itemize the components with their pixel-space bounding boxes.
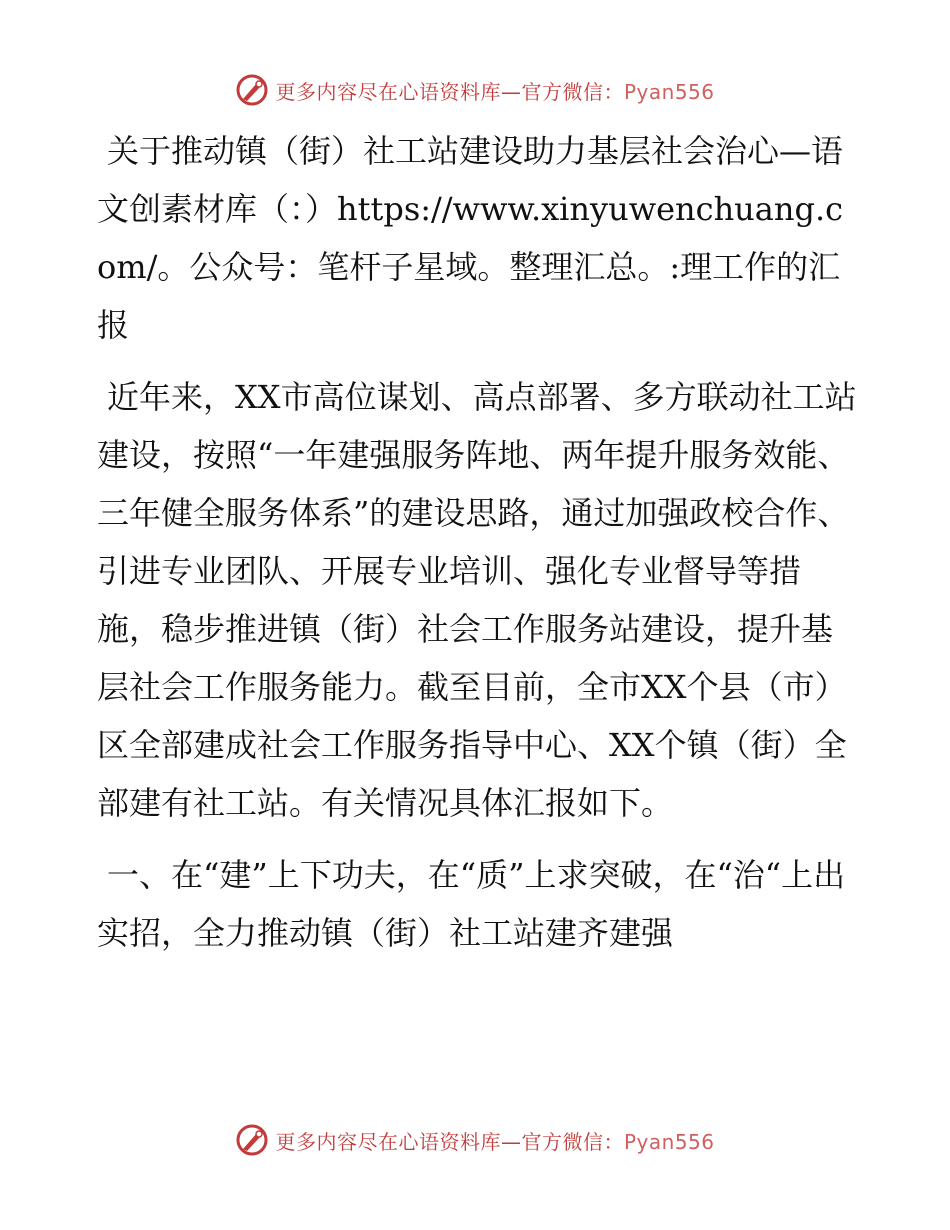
document-title: 关于推动镇（街）社工站建设助力基层社会治心—语文创素材库（：）https://www.xinyuwenchuang.com/。公众号：笔杆子星域。整理汇总。:理工作的汇报 (97, 132, 844, 344)
brush-logo-icon (235, 73, 269, 107)
body-paragraph: 近年来，XX市高位谋划、高点部署、多方联动社工站建设，按照“一年建强服务阵地、两年提升服务效能、三年健全服务体系”的建设思路，通过加强政校合作、引进专业团队、开展专业培训、强化专业督导等措施，稳步推进镇（街）社会工作服务站建设，提升基层社会工作服务能力。截至目前，全市XX个县（市）区全部建成社会工作服务指导中心、XX个镇（街）全部建有社工站。有关情况具体汇报如下。 (97, 378, 857, 822)
watermark-text: 更多内容尽在心语资料库—官方微信：Pyan556 (275, 1129, 715, 1154)
brush-logo-icon (235, 1123, 269, 1157)
footer-watermark-banner (0, 1120, 950, 1160)
header-watermark-banner (0, 70, 950, 110)
section-heading: 一、在“建”上下功夫，在“质”上求突破，在“治“上出实招，全力推动镇（街）社工站建齐建强 (97, 856, 846, 952)
watermark-text: 更多内容尽在心语资料库—官方微信：Pyan556 (275, 79, 715, 104)
document-body (97, 122, 857, 976)
